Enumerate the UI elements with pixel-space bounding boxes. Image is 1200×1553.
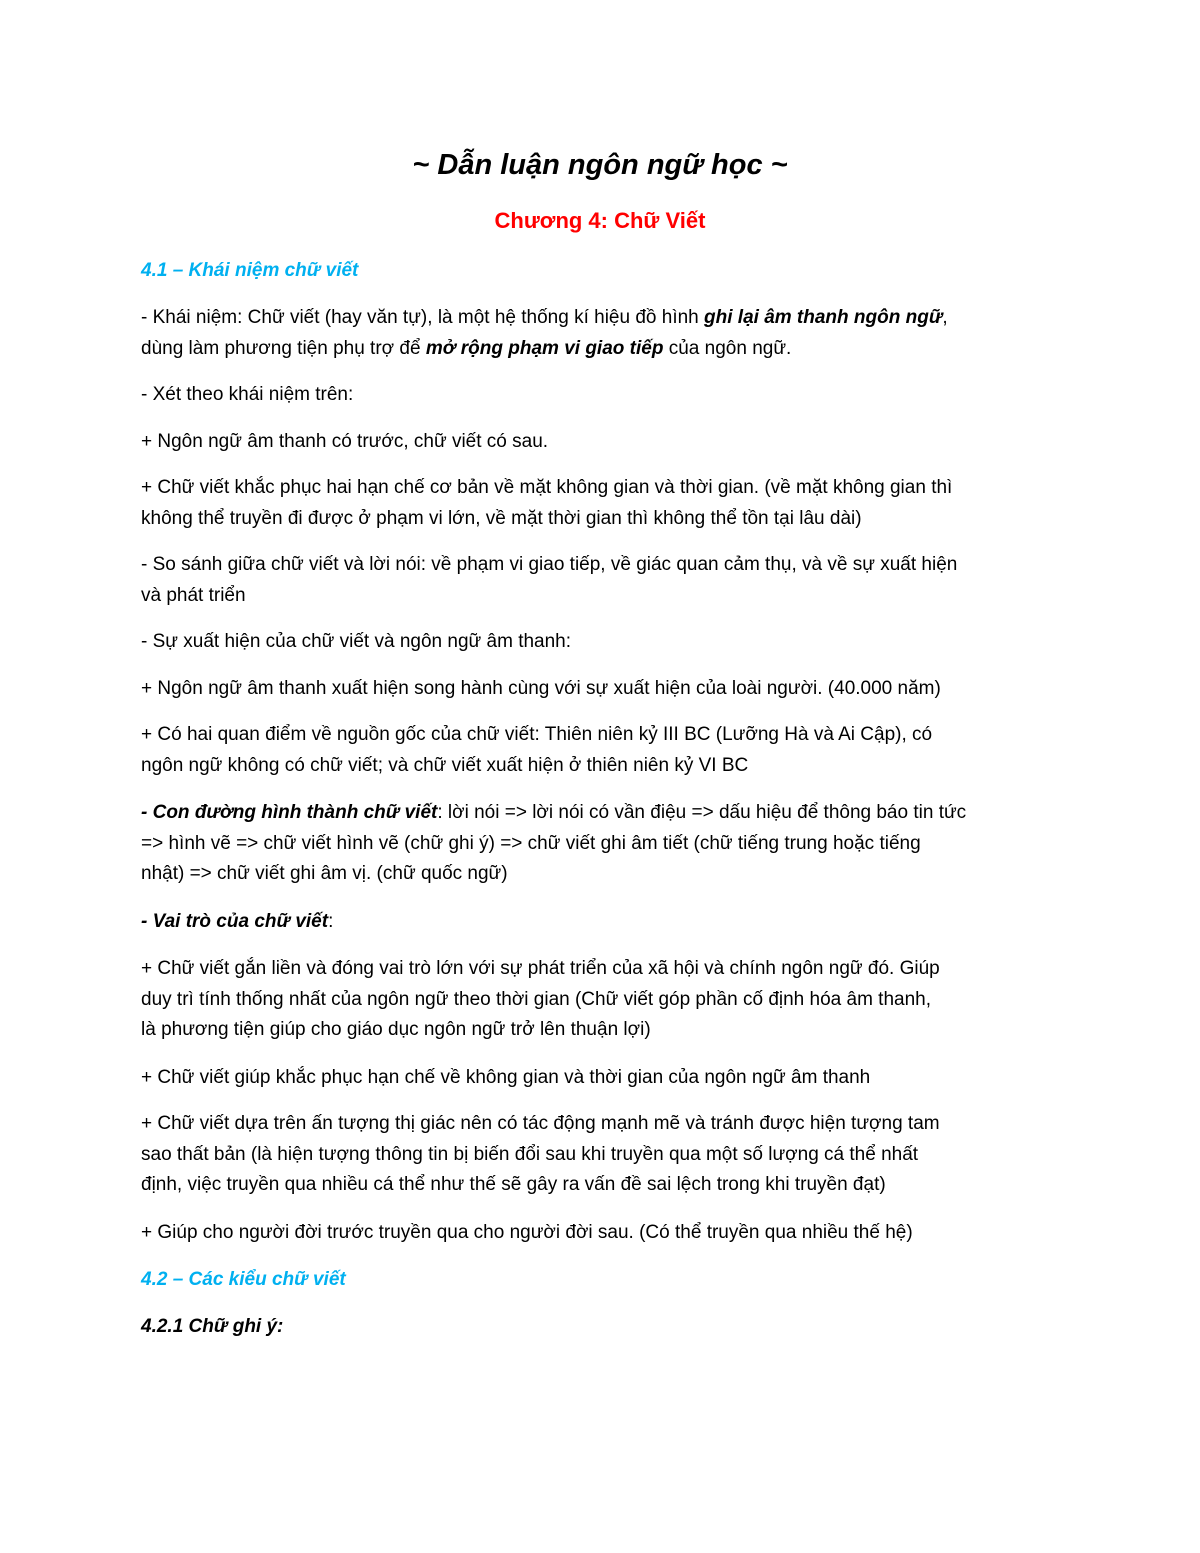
section-heading-4-2: 4.2 – Các kiểu chữ viết: [141, 1269, 346, 1290]
emphasis-text: ghi lại âm thanh ngôn ngữ: [704, 307, 943, 328]
text-line: và phát triển: [141, 584, 246, 606]
paragraph-compare: [141, 550, 1071, 611]
text-line: : lời nói => lời nói có vần điệu => dấu hiệu để thông báo tin tức: [437, 802, 967, 823]
emphasis-label: - Vai trò của chữ viết: [141, 911, 329, 932]
text-span: :: [328, 911, 334, 932]
text-line: ngôn ngữ không có chữ viết; và chữ viết xuất hiện ở thiên niên kỷ VI BC: [141, 754, 749, 776]
paragraph-overcome-limits: [141, 473, 1071, 534]
paragraph-sound-appearance: + Ngôn ngữ âm thanh xuất hiện song hành cùng với sự xuất hiện của loài người. (40.000 năm): [141, 678, 941, 699]
paragraph-role-visual: [141, 1109, 1071, 1201]
text-line: là phương tiện giúp cho giáo dục ngôn ngữ trở lên thuận lợi): [141, 1019, 651, 1040]
paragraph-role-label: [141, 907, 1071, 938]
text-line: duy trì tính thống nhất của ngôn ngữ theo thời gian (Chữ viết góp phần cố định hóa âm thanh,: [141, 988, 931, 1010]
paragraph-origin: [141, 720, 1071, 781]
text-line: - So sánh giữa chữ viết và lời nói: về phạm vi giao tiếp, về giác quan cảm thụ, và về sự xuất hiện: [141, 554, 958, 575]
paragraph-role-society: [141, 954, 1071, 1046]
paragraph-formation: [141, 798, 1071, 890]
text-line: + Chữ viết khắc phục hai hạn chế cơ bản về mặt không gian và thời gian. (về mặt không gian thì: [141, 477, 953, 498]
text-line: + Chữ viết dựa trên ấn tượng thị giác nên có tác động mạnh mẽ và tránh được hiện tượng tam: [141, 1113, 940, 1134]
text-span: - Khái niệm: Chữ viết (hay văn tự), là một hệ thống kí hiệu đồ hình: [141, 307, 705, 328]
text-line: sao thất bản (là hiện tượng thông tin bị biến đổi sau khi truyền qua một số lượng cá thể nhất: [141, 1143, 919, 1165]
paragraph-role-limits: + Chữ viết giúp khắc phục hạn chế về không gian và thời gian của ngôn ngữ âm thanh: [141, 1067, 871, 1088]
section-heading-4-1: 4.1 – Khái niệm chữ viết: [141, 260, 359, 281]
text-line: nhật) => chữ viết ghi âm vị. (chữ quốc ngữ): [141, 863, 508, 884]
paragraph-role-generations: + Giúp cho người đời trước truyền qua cho người đời sau. (Có thể truyền qua nhiều thế hệ): [141, 1222, 913, 1243]
text-span: dùng làm phương tiện phụ trợ để: [141, 337, 426, 359]
chapter-title: Chương 4: Chữ Viết: [494, 208, 706, 233]
paragraph-consider: - Xét theo khái niệm trên:: [141, 384, 354, 405]
paragraph-sound-first: + Ngôn ngữ âm thanh có trước, chữ viết có sau.: [141, 431, 549, 452]
subsection-heading-4-2-1: 4.2.1 Chữ ghi ý:: [141, 1316, 284, 1337]
paragraph-definition: [141, 303, 1071, 364]
document-title: ~ Dẫn luận ngôn ngữ học ~: [412, 149, 788, 181]
text-line: => hình vẽ => chữ viết hình vẽ (chữ ghi ý) => chữ viết ghi âm tiết (chữ tiếng trung hoặc tiếng: [141, 832, 921, 854]
text-span: của ngôn ngữ.: [663, 337, 792, 359]
text-line: + Chữ viết gắn liền và đóng vai trò lớn với sự phát triển của xã hội và chính ngôn ngữ đó. Giúp: [141, 958, 940, 979]
emphasis-label: - Con đường hình thành chữ viết: [141, 802, 438, 823]
text-line: không thể truyền đi được ở phạm vi lớn, về mặt thời gian thì không thể tồn tại lâu dài): [141, 507, 862, 529]
emphasis-text: mở rộng phạm vi giao tiếp: [425, 337, 664, 359]
text-line: + Có hai quan điểm về nguồn gốc của chữ viết: Thiên niên kỷ III BC (Lưỡng Hà và Ai Cập), có: [141, 724, 933, 745]
text-line: định, việc truyền qua nhiều cá thể như thế sẽ gây ra vấn đề sai lệch trong khi truyền đạt): [141, 1174, 886, 1195]
paragraph-appearance: - Sự xuất hiện của chữ viết và ngôn ngữ âm thanh:: [141, 631, 572, 652]
text-span: ,: [942, 307, 948, 328]
